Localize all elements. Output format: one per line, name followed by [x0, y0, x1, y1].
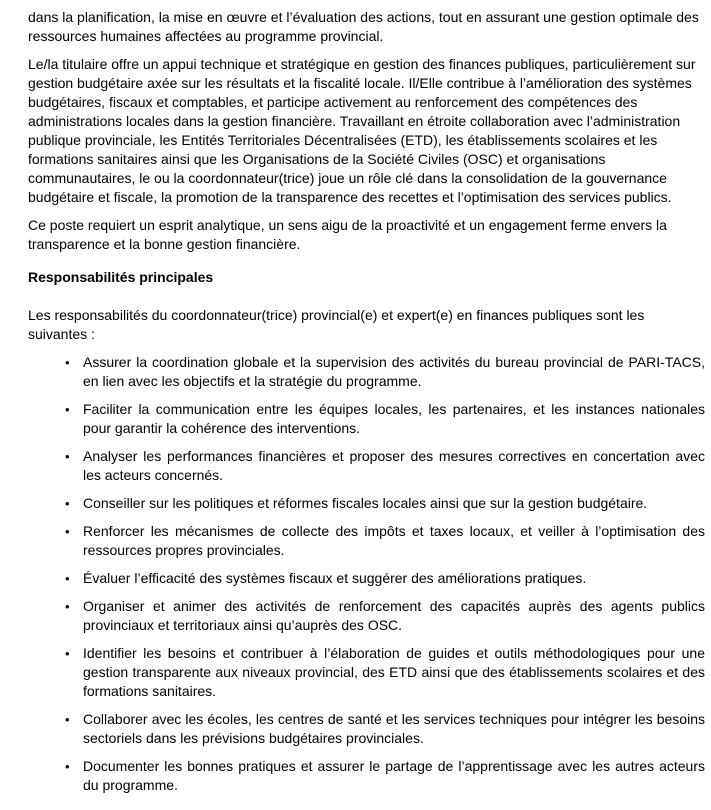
- paragraph-titulaire: Le/la titulaire offre un appui technique et stratégique en gestion des finances publiques, particulièrement sur gestion budgétaire axée sur les résultats et la fiscalité locale. Il/Elle contribue à l’amélioration des systèmes budgétaires, fiscaux et comptables, et participe activement au renforcement des compétences des administrations locales dans la gestion financière. Travaillant en étroite collaboration avec l’administration publique provinciale, les Entités Territoriales Décentralisées (ETD), les établissements scolaires et les formations sanitaires ainsi que les Organisations de la Société Civiles (OSC) et organisations communautaires, le ou la coordonnateur(trice) joue un rôle clé dans la consolidation de la gouvernance budgétaire et fiscale, la promotion de la transparence des recettes et l’optimisation des services publics.: [28, 56, 696, 205]
- bullet-item-renforcer: [28, 522, 705, 560]
- bullet-text: Assurer la coordination globale et la supervision des activités du bureau provincial de PARI-TACS, en lien avec les objectifs et la stratégie du programme.: [83, 354, 705, 389]
- bullet-item-organiser: [28, 597, 705, 635]
- bullet-item-analyser: [28, 447, 705, 485]
- bullet-item-identifier: [28, 644, 705, 701]
- bullet-icon: •: [65, 599, 70, 614]
- bullet-text: Identifier les besoins et contribuer à l’élaboration de guides et outils méthodologiques pour une gestion transparente aux niveaux provincial, des ETD ainsi que des établissements scolaires et des formations sanitaires.: [83, 645, 705, 699]
- bullet-icon: •: [65, 712, 70, 727]
- paragraph-poste-requiert: Ce poste requiert un esprit analytique, un sens aigu de la proactivité et un engagement ferme envers la transparence et la bonne gestion financière.: [28, 217, 667, 252]
- bullet-text: Organiser et animer des activités de renforcement des capacités auprès des agents publics provinciaux et territoriaux ainsi qu’auprès des OSC.: [83, 598, 705, 633]
- section-heading-responsabilites: Responsabilités principales: [28, 269, 214, 285]
- bullet-item-coordination: [28, 353, 705, 391]
- bullet-icon: •: [65, 355, 70, 370]
- bullet-item-conseiller: [28, 494, 705, 513]
- bullet-text: Renforcer les mécanismes de collecte des impôts et taxes locaux, et veiller à l’optimisation des ressources propres provinciales.: [83, 523, 705, 558]
- bullet-icon: •: [65, 449, 70, 464]
- bullet-icon: •: [65, 759, 70, 774]
- bullet-icon: •: [65, 402, 70, 417]
- bullet-text: Faciliter la communication entre les équipes locales, les partenaires, et les instances nationales pour garantir la cohérence des interventions.: [83, 401, 705, 436]
- bullet-text: Analyser les performances financières et proposer des mesures correctives en concertation avec les acteurs concernés.: [83, 448, 705, 483]
- bullet-icon: •: [65, 571, 70, 586]
- bullet-text: Conseiller sur les politiques et réformes fiscales locales ainsi que sur la gestion budgétaire.: [83, 495, 648, 511]
- bullet-text: Collaborer avec les écoles, les centres de santé et les services techniques pour intégrer les besoins sectoriels dans les prévisions budgétaires provinciales.: [83, 711, 705, 746]
- bullet-item-evaluer: [28, 569, 705, 588]
- bullet-icon: •: [65, 524, 70, 539]
- bullet-item-collaborer: [28, 710, 705, 748]
- bullet-item-communication: [28, 400, 705, 438]
- bullet-text: Documenter les bonnes pratiques et assurer le partage de l’apprentissage avec les autres acteurs du programme.: [83, 758, 705, 793]
- responsibilities-bullet-list: [28, 353, 705, 795]
- paragraph-intro-responsabilites: Les responsabilités du coordonnateur(trice) provincial(e) et expert(e) en finances publiques sont les suivantes :: [28, 307, 645, 342]
- bullet-text: Évaluer l’efficacité des systèmes fiscaux et suggérer des améliorations pratiques.: [83, 570, 587, 586]
- bullet-item-documenter: [28, 757, 705, 795]
- bullet-icon: •: [65, 496, 70, 511]
- bullet-icon: •: [65, 646, 70, 661]
- paragraph-planification: dans la planification, la mise en œuvre et l’évaluation des actions, tout en assurant une gestion optimale des ressources humaines affectées au programme provincial.: [28, 9, 699, 44]
